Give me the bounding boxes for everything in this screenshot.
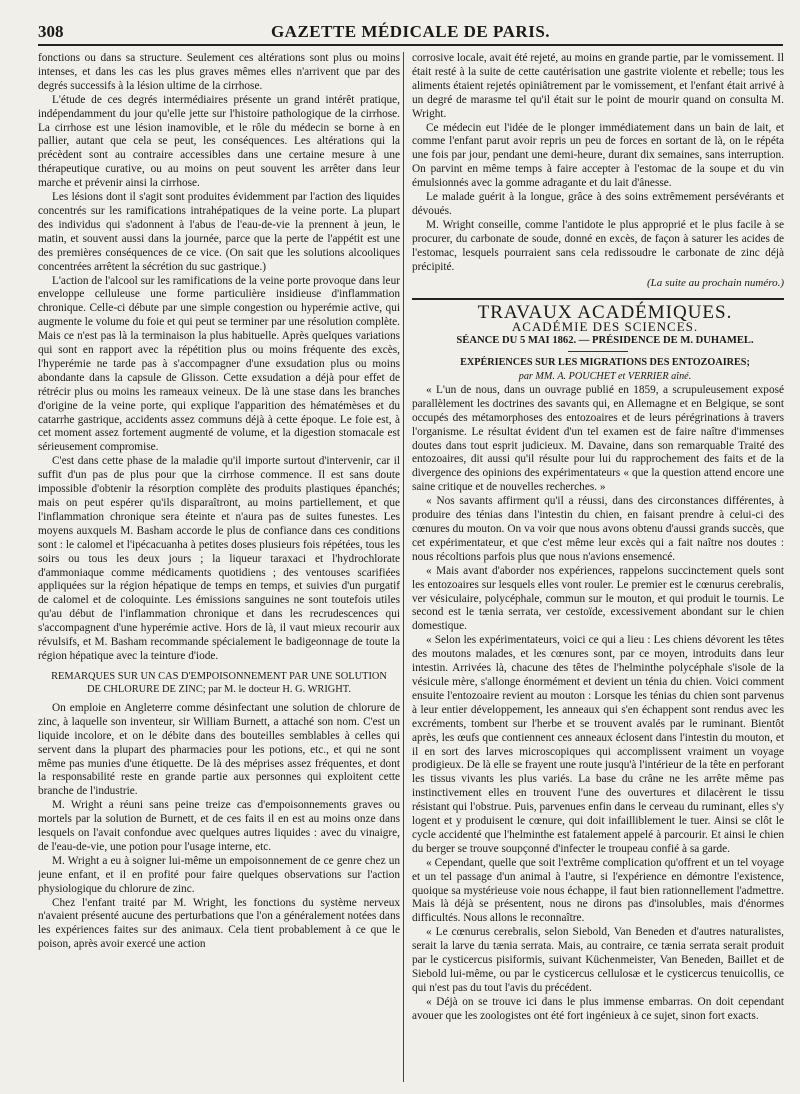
paragraph: « L'un de nous, dans un ouvrage publié en 1859, a scrupuleusement exposé parallèlement les doctrines des savants qui, en Allemagne et en Belgique, se sont occupés des métamorphoses des entozoaires et de leurs pérégrinations à travers l'organisme. Le résultat évident d'un tel examen est de faire naître d'immenses doutes dans tout esprit judicieux. M. Davaine, dans son remarquable Traité des entozoaires, dit aussi qu'il résulte pour lui du rapprochement des faits et de la divergence des opinions des expérimentateurs « que la question attend encore une saine critique et de nouvelles recherches. »	[412, 383, 784, 494]
paragraph: L'étude de ces degrés intermédiaires présente un grand intérêt pratique, indépendamment du jour qu'elle jette sur l'histoire pathologique de la cirrhose. La cirrhose est une lésion inamovible, et le rôle du médecin se borne à en pallier, autant que cela se peut, les conséquences. Les altérations qui la précèdent sont au contraire accessibles dans une certaine mesure à une thérapeutique curative, ou au moins on peut souvent les arrêter dans leur marche et prévenir ainsi la cirrhose.	[38, 93, 400, 190]
subheading-line: DE CHLORURE DE ZINC; par M. le docteur H. G. WRIGHT.	[87, 683, 351, 695]
right-column	[412, 52, 784, 1082]
paragraph: Ce médecin eut l'idée de le plonger immédiatement dans un bain de lait, et comme l'enfant parut avoir repris un peu de forces en sortant de là, on le répéta une fois par jour, pendant une demi-heure, durant dix semaines, sans interruption. On parvint en même temps à faire accepter à l'estomac de la soupe et du vin émulsionnés avec la gomme adragante et du lait d'ânesse.	[412, 121, 784, 190]
left-column	[38, 52, 400, 1082]
session-line: SÉANCE DU 5 MAI 1862. — PRÉSIDENCE DE M. DUHAMEL.	[456, 335, 754, 347]
paragraph: « Selon les expérimentateurs, voici ce qui a lieu : Les chiens dévorent les têtes des moutons malades, et les cœnures sont, par ce moyen, introduits dans leur intestin. Arrivées là, chacune des têtes de l'helminthe polycéphale s'isole de la vésicule mère, s'allonge énormément et devient un ténia du chien. Voici comment ensuite l'entozoaire revient au mouton : Lorsque les ténias du chien sont parvenus à leur entier développement, les anneaux qui s'en échappent sont rendus avec les excréments, tombent sur l'herbe et se trouvent avalés par le ruminant. Bientôt après, les œufs que contiennent ces anneaux éclosent dans l'intestin du mouton, et il en sort des larves microscopiques qui accomplissent vraiment un voyage prodigieux. De là elle se frayent une route jusqu'à l'intérieur de la tête en perforant les tissus vivants les plus variés. La base du crâne ne les arrête même pas instinctivement elles en trouvent l'une des ouvertures et dilacèrent le tissu résistant qui l'obstrue. Puis, parvenues enfin dans le cerveau du ruminant, elles s'y logent et y produisent le cœnure, qui doit infailliblement le tuer. Ainsi se clôt le cycle accidenté que l'helminthe est fatalement appelé à parcourir. Et ainsi le chien du berger se trouve soupçonné d'infecter le troupeau confié à sa garde.	[412, 634, 784, 855]
paragraph: On emploie en Angleterre comme désinfectant une solution de chlorure de zinc, à laquelle son inventeur, sir William Burnett, a attaché son nom. C'est un liquide incolore, et on le débite dans des bouteilles semblables à celles qui servent dans la plupart des pharmacies pour les potions, etc., et qui ne sont même pas munies d'une étiquette. De là des méprises assez fréquentes, et dont la responsabilité reste en grande partie aux personnes qui exploitent cette branche de l'industrie.	[38, 701, 400, 798]
paragraph: « Déjà on se trouve ici dans le plus immense embarras. On doit cependant avouer que les zoologistes ont été fort ingénieux à ce sujet, sinon fort exacts.	[412, 995, 784, 1022]
section-rule	[412, 298, 784, 300]
section-title: TRAVAUX ACADÉMIQUES.	[477, 302, 733, 324]
paragraph: Le malade guérit à la longue, grâce à des soins extrêmement persévérants et dévoués.	[412, 191, 784, 217]
paragraph: corrosive locale, avait été rejeté, au moins en grande partie, par le vomissement. Il était resté à la suite de cette cautérisation une gastrite violente et rebelle; tous les aliments étaient rejetés opiniâtrement par le vomissement, et l'enfant était arrivé à un degré de marasme tel qu'il était sur le point de mourir quand on consulta M. Wright.	[412, 52, 784, 120]
academy-heading: ACADÉMIE DES SCIENCES.	[511, 319, 699, 335]
paragraph: Les lésions dont il s'agit sont produites évidemment par l'action des liquides concentrés sur les ramifications intrahépatiques de la veine porte. La plupart des individus qui s'adonnent à l'abus de l'eau-de-vie la prennent à jeun, le matin, et souvent aussi dans la journée, parce que la perte de l'appétit est une des premières conséquences de ce vice. (On sait que les solutions alcooliques concentrées arrêtent la sécrétion du suc gastrique.)	[38, 191, 400, 273]
experiments-title: EXPÉRIENCES SUR LES MIGRATIONS DES ENTOZOAIRES;	[460, 357, 750, 369]
paragraph: « Nos savants affirment qu'il a réussi, dans des circonstances différentes, à produire des ténias dans l'intestin du chien, en faisant prendre à celui-ci des cœnures du mouton. On va voir que nous avons obtenu d'aussi grands succès, que cet expérimentateur, et que c'est même leur excès qui a fait naître nos doutes : nous récoltions parfois plus que nous n'avions ensemencé.	[412, 495, 784, 563]
page-number: 308	[38, 22, 64, 41]
paragraph: « Cependant, quelle que soit l'extrême complication qu'offrent et un tel voyage et un tel passage d'un animal à l'autre, si l'expérience en démontre l'existence, quoique sa mystérieuse voie nous échappe, il faut bien rationnellement l'admettre. Mais là déjà se présentent, nous ne dirons pas d'insolubles, mais d'énormes difficultés. Nous allons le reconnaître.	[412, 856, 784, 925]
to-be-continued: (La suite au prochain numéro.)	[647, 276, 784, 289]
paragraph: M. Wright a eu à soigner lui-même un empoisonnement de ce genre chez un jeune enfant, et il en profité pour faire quelques observations sur l'action physiologique du chlorure de zinc.	[38, 854, 400, 895]
paragraph: L'action de l'alcool sur les ramifications de la veine porte provoque dans leur enveloppe celluleuse une forme particulière insidieuse d'inflammation chronique. Celle-ci débute par une simple congestion ou hyperémie active, qui augmente le volume du foie et qui peut se terminer par une résolution complète. Mais ce n'est pas là la terminaison la plus habituelle. Après quelques variations qui sont en rapport avec la répétition plus ou moins fréquente des excès, l'hyperémie ne tarde pas à s'accompagner d'une exsudation plus ou moins abondante dans la capsule de Glisson. Cette exsudation a déjà pour effet de rétrécir plus ou moins les rameaux veineux. De là une stase dans les branches d'origine de la veine porte, qui explique l'apparition des hématémèses et du catarrhe gastrique, accidents assez communs déjà à cette époque. Le foie est, à cet moment assez fortement augmenté de volume, et la digestion stomacale est sérieusement compromise.	[38, 274, 400, 454]
paragraph: « Mais avant d'aborder nos expériences, rappelons succinctement quels sont les entozoaires sur lesquels elles vont rouler. Le premier est le cœnurus cerebralis, ver vésiculaire, polycéphale, commun sur le mouton, et qui produit le tournis. Le second est le tænia serrata, ver cestoïde, excessivement abondant sur le chien domestique.	[412, 564, 784, 633]
experiments-authors: par MM. A. POUCHET et VERRIER aîné.	[518, 371, 692, 383]
column-divider	[403, 52, 404, 1082]
journal-title: GAZETTE MÉDICALE DE PARIS.	[270, 22, 551, 41]
article-subheading	[38, 670, 400, 696]
paragraph: C'est dans cette phase de la maladie qu'il importe surtout d'intervenir, car il suffit d'un pas de plus pour que la cirrhose commence. Il est sans doute impossible d'obtenir la résorption complète des produits plastiques épanchés; mais on peut espérer qu'ils disparaîtront, au moins partiellement, et que l'inflammation chronique sera éteinte et n'aura pas de suites funestes. Les moyens auxquels M. Basham accorde le plus de confiance dans ces conditions sont : le calomel et l'ipécacuanha à petites doses plusieurs fois répétées, tous les soirs ou tous les deux jours ; la liqueur taraxaci et l'hydrochlorate d'ammoniaque comme médicaments quotidiens ; des ventouses scarifiées appliquées sur la région hépatique de temps en temps, et suivies d'un purgatif de calomel et de coloquinte. Les émissions sanguines ne sont toutefois utiles qu'au début de l'inflammation chronique et dans les recrudescences qui s'accompagnent d'une hyperémie active. Hors de là, il vaut mieux recourir aux révulsifs, et M. Basham recommande spécialement le badigeonnage de toute la région hépatique avec la teinture d'iode.	[38, 455, 400, 662]
subheading-line: REMARQUES SUR UN CAS D'EMPOISONNEMENT PAR UNE SOLUTION	[51, 670, 387, 682]
paragraph: « Le cœnurus cerebralis, selon Siebold, Van Beneden et d'autres naturalistes, serait la larve du tænia serrata. Mais, au contraire, ce tænia serrata serait produit par le cysticercus pisiformis, suivant Küchenmeister, Van Beneden, Baillet et de Siebold lui-même, ou par le cysticercus cellulosæ et le cysticercus tenuicollis, ce qui n'est pas du tout l'avis du précédent.	[412, 926, 784, 994]
paragraph: Chez l'enfant traité par M. Wright, les fonctions du système nerveux n'avaient présenté aucune des perturbations que l'on a généralement notées dans les expériences faites sur des animaux. Cela tient probablement à ce que le poison, après avoir exercé une action	[38, 896, 400, 951]
paragraph: M. Wright conseille, comme l'antidote le plus approprié et le plus facile à se procurer, du carbonate de soude, donné en excès, de façon à saturer les acides de l'estomac, lesquels pourraient sans cela redissoudre le carbonate de zinc déjà précipité.	[412, 218, 784, 273]
paragraph: fonctions ou dans sa structure. Seulement ces altérations sont plus ou moins intenses, et dans les cas les plus graves mêmes elles n'arrivent que par des degrés successifs à la lésion ultime de la cirrhose.	[38, 52, 400, 92]
page-header	[38, 22, 783, 46]
thin-rule	[568, 351, 628, 352]
paragraph: M. Wright a réuni sans peine treize cas d'empoisonnements graves ou mortels par la solution de Burnett, et de ces faits il en est au moins onze dans lesquels on l'avait confondue avec quelques autres liquides : avec du vinaigre, de l'eau-de-vie, une potion pour l'usage interne, etc.	[38, 799, 400, 853]
